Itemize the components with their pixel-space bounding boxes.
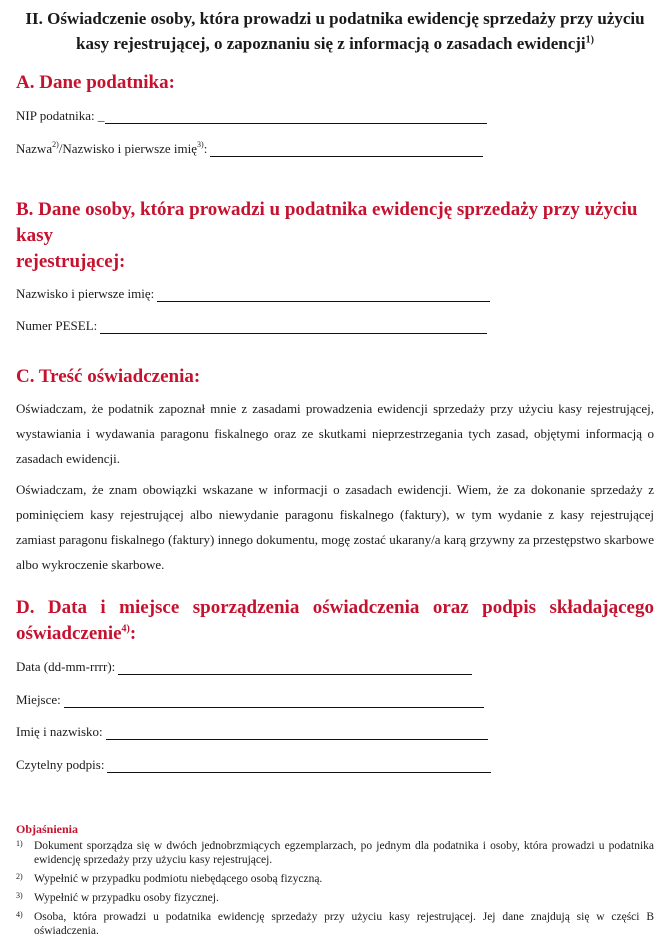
footnote-ref-3[interactable]: 3) bbox=[197, 140, 204, 149]
full-name-input-line[interactable] bbox=[106, 727, 488, 740]
notes-heading: Objaśnienia bbox=[16, 822, 79, 836]
document-title bbox=[16, 6, 654, 56]
taxpayer-name-field[interactable] bbox=[16, 141, 654, 157]
note-number: 1) bbox=[16, 839, 23, 848]
full-name-field[interactable] bbox=[16, 724, 654, 740]
note-text: Wypełnić w przypadku podmiotu niebędącego osobą fizyczną. bbox=[34, 873, 323, 885]
note-text: Osoba, która prowadzi u podatnika ewidencję sprzedaży przy użyciu kasy rejestrującej. Jej dane znajdują się w części B oświadczenia. bbox=[34, 911, 654, 937]
pesel-field[interactable] bbox=[16, 318, 654, 334]
note-item bbox=[16, 891, 654, 905]
signature-field[interactable] bbox=[16, 757, 654, 773]
note-item bbox=[16, 872, 654, 886]
section-b-heading: B. Dane osoby, która prowadzi u podatnika ewidencję sprzedaży przy użyciu kasy rejestrującej: bbox=[16, 199, 638, 272]
note-number: 2) bbox=[16, 872, 23, 881]
statement-paragraph-1: Oświadczam, że podatnik zapoznał mnie z zasadami prowadzenia ewidencji sprzedaży przy użyciu kasy rejestrującej, wystawiania i wydawania paragonu fiskalnego oraz ze skutkami nieprzestrzegania tych zasad, objętymi informacją o zasadach ewidencji. bbox=[16, 401, 654, 466]
signature-label: Czytelny podpis: bbox=[16, 757, 105, 772]
title-line-2: kasy rejestrującej, o zapoznaniu się z informacją o zasadach ewidencji$^{1)}$ bbox=[76, 34, 594, 53]
person-name-field[interactable] bbox=[16, 286, 654, 302]
full-name-label: Imię i nazwisko: bbox=[16, 724, 103, 739]
person-name-input-line[interactable] bbox=[157, 289, 490, 302]
pesel-input-line[interactable] bbox=[100, 321, 487, 334]
note-text: Dokument sporządza się w dwóch jednobrzmiących egzemplarzach, po jednym dla podatnika i osoby, która prowadzi u podatnika ewidencję sprzedaży przy użyciu kasy rejestrującej. bbox=[34, 840, 654, 866]
note-number: 3) bbox=[16, 891, 23, 900]
nip-field[interactable] bbox=[16, 108, 654, 124]
person-name-label: Nazwisko i pierwsze imię: bbox=[16, 286, 155, 301]
date-input-line[interactable] bbox=[118, 662, 472, 675]
taxpayer-name-label: Nazwa$^{2)}$/Nazwisko i pierwsze imię$^{3)}$: bbox=[16, 140, 208, 156]
note-text: Wypełnić w przypadku osoby fizycznej. bbox=[34, 892, 219, 904]
section-a-heading: A. Dane podatnika: bbox=[16, 72, 175, 93]
footnote-ref-4[interactable]: 4) bbox=[121, 623, 130, 635]
place-field[interactable] bbox=[16, 692, 654, 708]
nip-label: NIP podatnika: _ bbox=[16, 108, 105, 123]
section-c-heading: C. Treść oświadczenia: bbox=[16, 366, 201, 387]
place-input-line[interactable] bbox=[64, 695, 484, 708]
footnote-ref-2[interactable]: 2) bbox=[52, 140, 59, 149]
section-d-heading: D. Data i miejsce sporządzenia oświadczenia oraz podpis składającego oświadczenie$^{4)}$: bbox=[16, 597, 654, 644]
note-number: 4) bbox=[16, 910, 23, 919]
taxpayer-name-input-line[interactable] bbox=[210, 144, 483, 157]
nip-input-line[interactable] bbox=[105, 111, 487, 124]
date-label: Data (dd-mm-rrrr): bbox=[16, 659, 116, 674]
note-item bbox=[16, 910, 654, 938]
footnote-ref-1[interactable]: 1) bbox=[585, 34, 594, 46]
pesel-label: Numer PESEL: bbox=[16, 318, 98, 333]
date-field[interactable] bbox=[16, 659, 654, 675]
note-item bbox=[16, 839, 654, 867]
place-label: Miejsce: bbox=[16, 692, 61, 707]
statement-paragraph-2: Oświadczam, że znam obowiązki wskazane w informacji o zasadach ewidencji. Wiem, że za dokonanie sprzedaży z pominięciem kasy rejestrującej albo niewydanie paragonu fiskalnego (faktury), w tym wydanie z kasy rejestrującej zamiast paragonu fiskalnego (faktury) innego dokumentu, mogę zostać ukarany/a karą grzywny za przestępstwo skarbowe albo wykroczenie skarbowe. bbox=[16, 482, 654, 572]
signature-input-line[interactable] bbox=[107, 760, 491, 773]
title-line-1: II. Oświadczenie osoby, która prowadzi u podatnika ewidencję sprzedaży przy użyciu bbox=[25, 9, 645, 28]
